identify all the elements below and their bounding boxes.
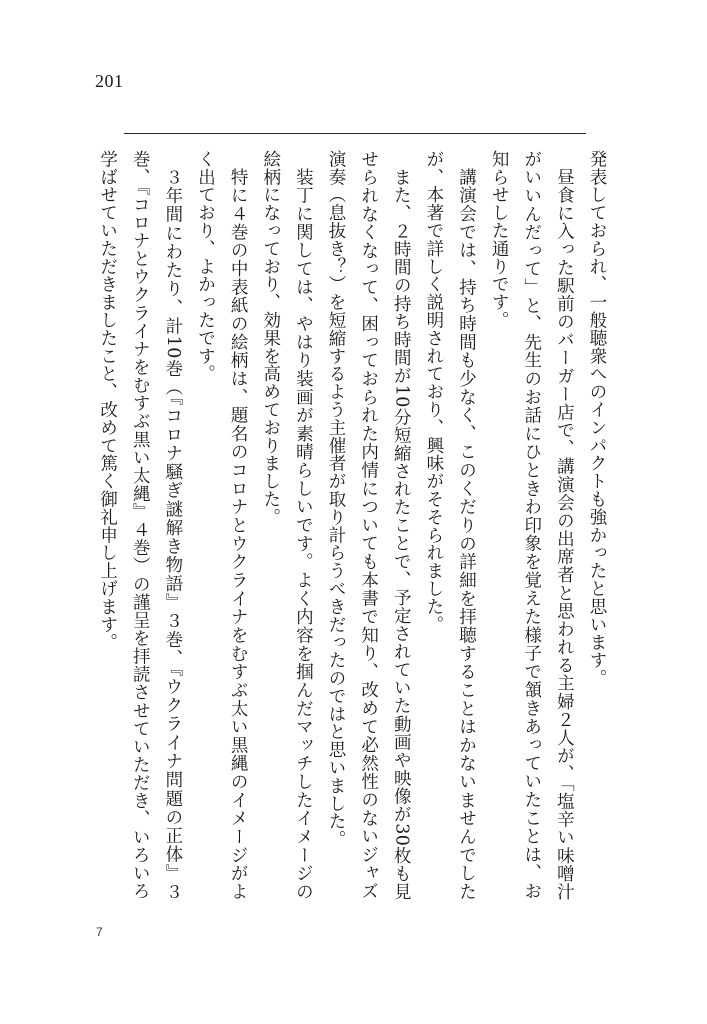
paragraph: 昼食に入った駅前のバーガー店で、講演会の出席者と思われる主婦２人が、「塩辛い味噌汁がいいんだって」と、先生のお話にひときわ印象を覚えた様子で頷きあっていたことは、お知らせした通りです。 (489, 150, 575, 900)
paragraph: 特に４巻の中表紙の絵柄は、題名のコロナとウクライナをむすぶ太い黒縄のイメージがよく出ており、よかったです。 (195, 150, 249, 900)
paragraph: また、２時間の持ち時間が10分短縮されたことで、予定されていた動画や映像が30枚も見せられなくなって、困っておられた内情についても本書で知り、改めて必然性のないジャズ演奏（息抜き？）を短縮するよう主催者が取り計らうべきだったのではと思いました。 (326, 150, 412, 900)
paragraph: 発表しておられ、一般聴衆へのインパクトも強かったと思います。 (587, 150, 607, 687)
page-number: 201 (95, 71, 124, 91)
paragraph: ３年間にわたり、計10巻（『コロナ騒ぎ謎解き物語』３巻、『ウクライナ問題の正体』３巻、『コロナとウクライナをむすぶ黒い太縄』４巻）の謹呈を拝読させていただき、いろいろ学ばせていただきましたこと、改めて篤く御礼申し上げます。 (97, 150, 183, 900)
header-rule (124, 133, 586, 134)
paragraph: 講演会では、持ち時間も少なく、このくだりの詳細を拝聴することはかないませんでしたが、本著で詳しく説明されており、興味がそそられました。 (423, 150, 477, 900)
paragraph: 装丁に関しては、やはり装画が素晴らしいです。よく内容を掴んだマッチしたイメージの絵柄になっており、効果を高めておりました。 (260, 150, 314, 900)
body-text (97, 150, 613, 900)
footer-page-number: 7 (96, 925, 103, 939)
